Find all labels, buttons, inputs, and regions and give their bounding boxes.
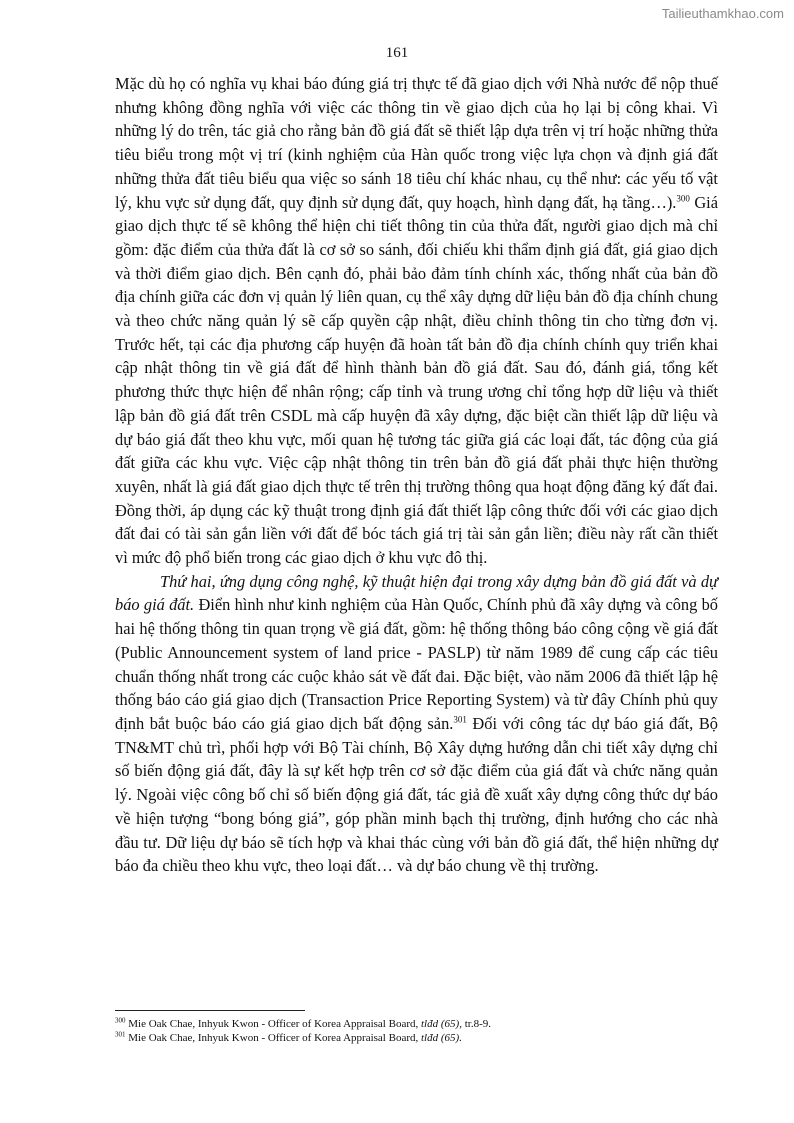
footnote-text: Mie Oak Chae, Inhyuk Kwon - Officer of Korea Appraisal Board,: [128, 1032, 421, 1044]
footnote-italic: tlđd (65).: [421, 1032, 462, 1044]
paragraph-2-italic-lead: Thứ hai, ứng dụng công nghệ, kỹ thuật hiện đại trong xây dựng bản đồ giá đất và dự báo giá đất.: [115, 571, 718, 615]
footnote-text: Mie Oak Chae, Inhyuk Kwon - Officer of Korea Appraisal Board,: [128, 1018, 421, 1030]
footnote-ref-301: 301: [453, 714, 467, 725]
footnote-301: [115, 1031, 718, 1045]
footnote-ref-300: 300: [676, 193, 690, 204]
footnote-number: 301: [115, 1030, 126, 1039]
paragraph-2-text-a: Điển hình như kinh nghiệm của Hàn Quốc, Chính phủ đã xây dựng và công bố hai hệ thống thông tin quan trọng về giá đất, gồm: hệ thống thông báo công cộng về giá đất (Public Announcement system of land price - PASLP) từ năm 1989 để cung cấp các tiêu chuẩn thống nhất trong các cuộc khảo sát về đất đai. Đặc biệt, vào năm 2006 đã thiết lập hệ thống báo cáo giá giao dịch (Transaction Price Reporting System) và từ đây Chính phủ quy định bắt buộc báo cáo giá giao dịch bất động sản.: [115, 595, 718, 733]
paragraph-1: [115, 72, 718, 570]
paragraph-2: [115, 570, 718, 878]
footnote-300: [115, 1017, 718, 1031]
footnote-italic: tlđd (65),: [421, 1018, 462, 1030]
paragraph-1-text-a: Mặc dù họ có nghĩa vụ khai báo đúng giá trị thực tế đã giao dịch với Nhà nước để nộp thuế nhưng không đồng nghĩa với việc các thông tin về giao dịch của họ lại bị công khai. Vì những lý do trên, tác giả cho rằng bản đồ giá đất sẽ thiết lập dựa trên vị trí hoặc những thửa tiêu biểu trong một vị trí (kinh nghiệm của Hàn quốc trong việc lựa chọn và định giá đất những thửa đất tiêu biểu qua việc so sánh 18 tiêu chí khác nhau, cụ thể như: các yếu tố vật lý, khu vực sử dụng đất, quy định sử dụng đất, quy hoạch, hình dạng đất, hạ tầng…).: [115, 74, 718, 212]
body-text: [115, 72, 718, 878]
footnote-number: 300: [115, 1016, 126, 1025]
footnote-tail: tr.8-9.: [461, 1018, 491, 1030]
paragraph-1-text-b: Giá giao dịch thực tế sẽ không thể hiện chi tiết thông tin của thửa đất, người giao dịch mà chỉ gồm: đặc điểm của thửa đất là cơ sở so sánh, đối chiếu khi thẩm định giá đất, giá giao dịch và thời điểm giao dịch. Bên cạnh đó, phải bảo đảm tính chính xác, thống nhất của bản đồ địa chính giữa các đơn vị quản lý liên quan, cụ thể xây dựng dữ liệu bản đồ địa chính chung và theo chức năng quản lý sẽ cấp quyền cập nhật, điều chỉnh thông tin cho từng đơn vị. Trước hết, tại các địa phương cấp huyện đã hoàn tất bản đồ địa chính chính quy triển khai cập nhật thông tin về giá đất để hình thành bản đồ giá đất. Sau đó, đánh giá, tổng kết phương thức thực hiện để nhân rộng; cấp tỉnh và trung ương chỉ tổng hợp dữ liệu và thiết lập bản đồ giá đất trên CSDL mà cấp huyện đã xây dựng, đặc biệt cần thiết lập dữ liệu và dự báo giá đất theo khu vực, mối quan hệ tương tác giữa giá các loại đất, tác động của giá đất giữa các khu vực. Việc cập nhật thông tin trên bản đồ giá đất phải thực hiện thường xuyên, nhất là giá đất giao dịch thực tế trên thị trường thông qua hoạt động đăng ký đất đai. Đồng thời, áp dụng các kỹ thuật trong định giá đất thiết lập công thức đối với các giao dịch đất đai có tài sản gắn liền với đất để bóc tách giá trị tài sản gắn liền; điều này rất cần thiết vì mức độ phổ biến trong các giao dịch ở khu vực đô thị.: [115, 192, 718, 568]
footnote-divider: [115, 1010, 305, 1011]
page-number: 161: [385, 45, 409, 61]
footnotes: [115, 1017, 718, 1045]
paragraph-2-text-b: Đối với công tác dự báo giá đất, Bộ TN&MT chủ trì, phối hợp với Bộ Tài chính, Bộ Xây dựng hướng dẫn chi tiết xây dựng chỉ số biến động giá đất, đây là sự kết hợp trên cơ sở đặc điểm của giá đất và chức năng quản lý. Ngoài việc công bố chỉ số biến động giá đất, tác giả đề xuất xây dựng công thức dự báo về hiện tượng “bong bóng giá”, góp phần minh bạch thị trường, định hướng cho các nhà đầu tư. Dữ liệu dự báo sẽ tích hợp và khai thác cùng với bản đồ giá đất, thể hiện những dự báo đa chiều theo khu vực, theo loại đất… và dự báo chung về thị trường.: [115, 713, 718, 876]
watermark: Tailieuthamkhao.com: [661, 6, 784, 21]
